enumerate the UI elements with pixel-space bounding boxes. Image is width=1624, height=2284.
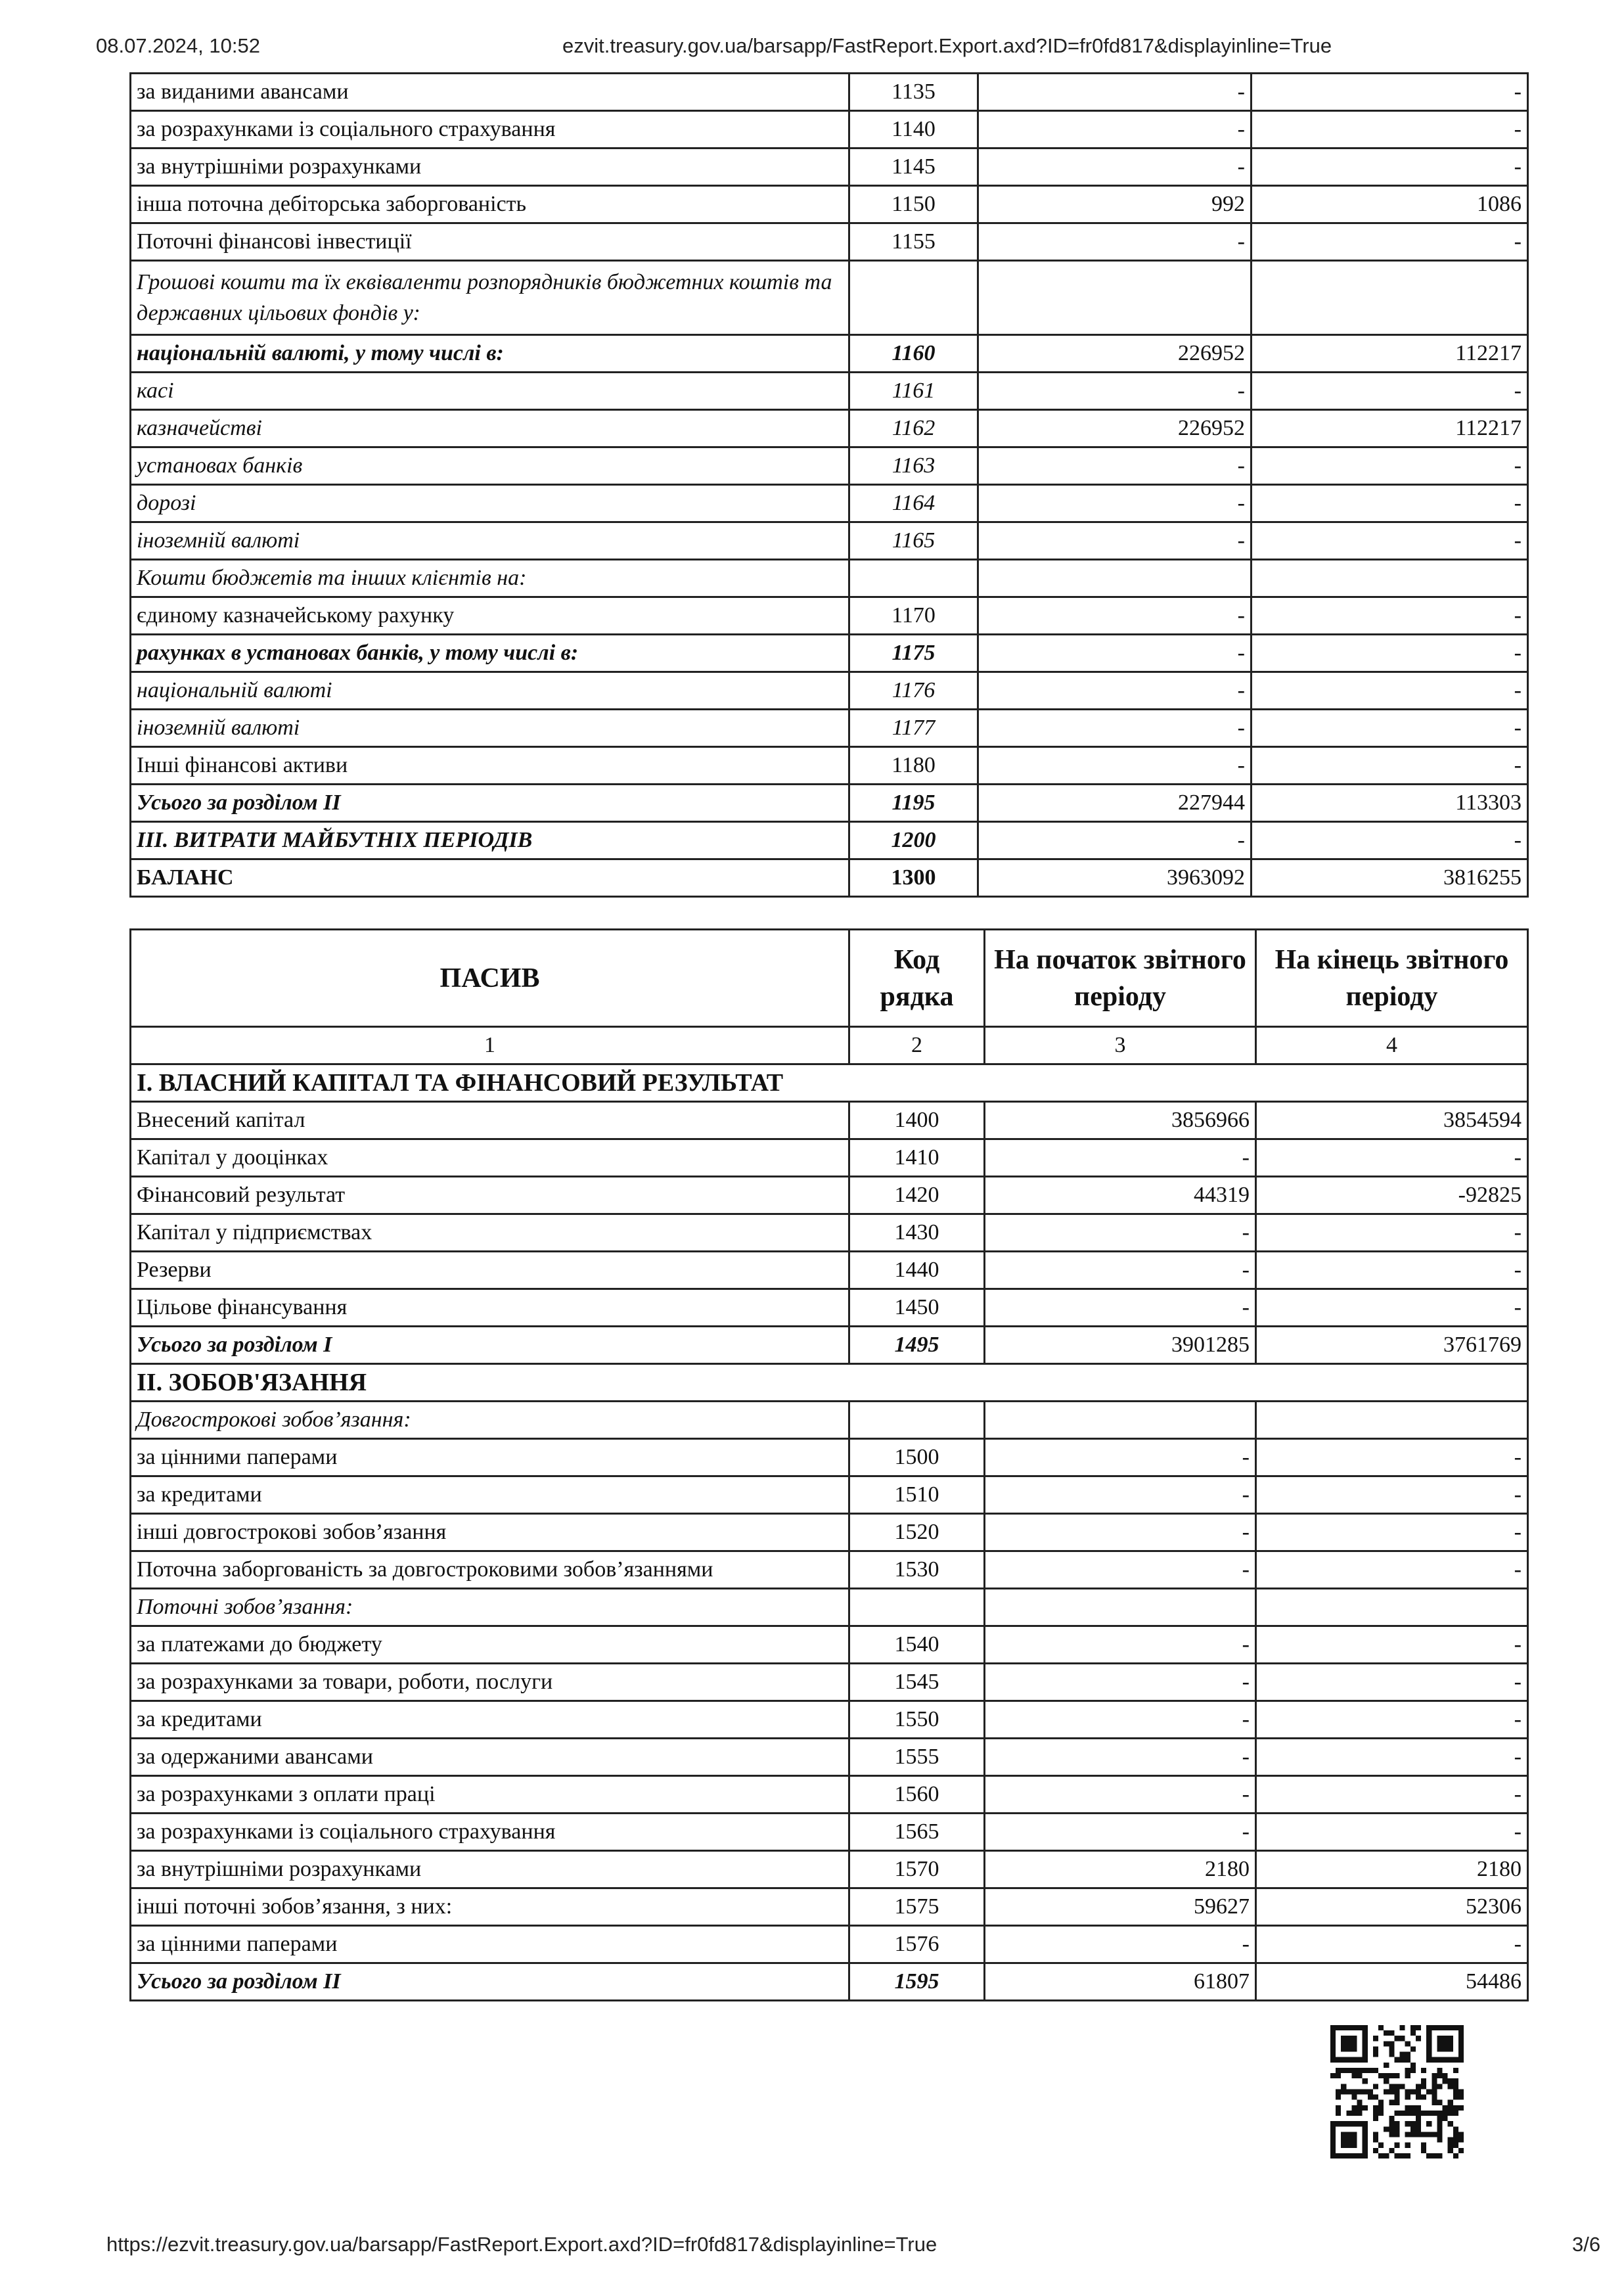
table-row [131,1888,1528,1926]
period-start-value: - [978,522,1252,560]
period-end-value: 3816255 [1252,859,1528,897]
period-start-value: - [985,1252,1256,1289]
table-row [131,710,1528,747]
period-end-value [1252,560,1528,597]
row-label: дорозі [131,485,849,522]
period-start-value: - [978,597,1252,635]
row-code [849,261,978,335]
period-end-value: - [1252,635,1528,672]
period-start-value: - [978,485,1252,522]
period-end-value: 113303 [1252,785,1528,822]
row-code: 1163 [849,447,978,485]
period-end-value: 54486 [1256,1963,1528,2001]
period-end-value: - [1252,74,1528,111]
row-code: 1400 [849,1102,985,1139]
row-label: ІІІ. ВИТРАТИ МАЙБУТНІХ ПЕРІОДІВ [131,822,849,859]
period-start-value: - [985,1439,1256,1476]
row-label: інші поточні зобов’язання, з них: [131,1888,849,1926]
period-end-value: 3761769 [1256,1327,1528,1364]
table-row [131,635,1528,672]
period-start-value: - [985,1814,1256,1851]
column-number: 3 [985,1027,1256,1064]
row-code: 1164 [849,485,978,522]
period-end-value: 112217 [1252,410,1528,447]
period-end-value [1256,1589,1528,1626]
liabilities-table [129,928,1529,2001]
table-row [131,111,1528,148]
row-label: Довгострокові зобов’язання: [131,1402,849,1439]
table-row [131,485,1528,522]
period-start-value: - [985,1701,1256,1739]
period-end-value: - [1256,1514,1528,1551]
column-number: 2 [849,1027,985,1064]
table-row [131,822,1528,859]
row-code: 1430 [849,1214,985,1252]
period-start-value: 226952 [978,410,1252,447]
table-row [131,186,1528,223]
row-code: 1510 [849,1476,985,1514]
period-end-value: - [1256,1626,1528,1664]
row-code: 1495 [849,1327,985,1364]
row-label: Усього за розділом I [131,1327,849,1364]
table-row [131,148,1528,186]
row-code: 1575 [849,1888,985,1926]
row-code: 1555 [849,1739,985,1776]
period-start-value: - [985,1289,1256,1327]
table-row [131,1177,1528,1214]
table-row [131,1701,1528,1739]
row-code: 1160 [849,335,978,373]
period-start-value: - [978,710,1252,747]
period-start-value: 61807 [985,1963,1256,2001]
table-row [131,1476,1528,1514]
period-end-value: - [1256,1139,1528,1177]
table-row [131,1664,1528,1701]
row-label: єдиному казначейському рахунку [131,597,849,635]
row-label: інші довгострокові зобов’язання [131,1514,849,1551]
row-label: Інші фінансові активи [131,747,849,785]
row-label: Усього за розділом II [131,785,849,822]
period-start-value: 992 [978,186,1252,223]
period-start-value: 3856966 [985,1102,1256,1139]
row-code: 1165 [849,522,978,560]
table-row [131,597,1528,635]
period-start-value: - [985,1626,1256,1664]
page-number: 3/6 [1572,2233,1601,2256]
period-start-value: - [985,1551,1256,1589]
table-row [131,1402,1528,1439]
row-label: за внутрішніми розрахунками [131,1851,849,1888]
header-liabilities: ПАСИВ [131,930,849,1027]
row-label: за виданими авансами [131,74,849,111]
table-row [131,1252,1528,1289]
period-start-value: - [978,111,1252,148]
period-start-value: - [985,1214,1256,1252]
period-end-value: 112217 [1252,335,1528,373]
table-row [131,1589,1528,1626]
row-code: 1135 [849,74,978,111]
row-label: за розрахунками за товари, роботи, послуги [131,1664,849,1701]
row-label: Грошові кошти та їх еквіваленти розпорядників бюджетних коштів та державних цільових фондів у: [131,261,849,335]
table-row [131,1139,1528,1177]
period-start-value [985,1589,1256,1626]
period-start-value: - [978,74,1252,111]
table-row [131,261,1528,335]
period-start-value: 44319 [985,1177,1256,1214]
period-start-value: - [978,672,1252,710]
period-end-value [1256,1402,1528,1439]
row-code: 1565 [849,1814,985,1851]
period-end-value: - [1256,1926,1528,1963]
period-start-value: - [985,1739,1256,1776]
column-number: 1 [131,1027,849,1064]
row-label: за розрахунками з оплати праці [131,1776,849,1814]
row-label: за розрахунками із соціального страхування [131,1814,849,1851]
row-label: рахунках в установах банків, у тому числі в: [131,635,849,672]
table-row [131,1926,1528,1963]
period-start-value: 59627 [985,1888,1256,1926]
table-row [131,1289,1528,1327]
header-period-start: На початок звітного періоду [985,930,1256,1027]
period-start-value: - [985,1139,1256,1177]
period-start-value: - [985,1664,1256,1701]
period-start-value: - [978,447,1252,485]
period-end-value: - [1252,822,1528,859]
row-code: 1550 [849,1701,985,1739]
row-label: установах банків [131,447,849,485]
period-start-value: 226952 [978,335,1252,373]
table-row [131,1214,1528,1252]
table-row [131,335,1528,373]
row-label: Капітал у підприємствах [131,1214,849,1252]
row-code: 1595 [849,1963,985,2001]
period-end-value: - [1256,1439,1528,1476]
row-code: 1180 [849,747,978,785]
row-code: 1500 [849,1439,985,1476]
period-start-value: - [978,223,1252,261]
table-row [131,522,1528,560]
row-label: касі [131,373,849,410]
print-footer-url: https://ezvit.treasury.gov.ua/barsapp/FastReport.Export.axd?ID=fr0fd817&displayinline=True [106,2233,937,2256]
table-row [131,1514,1528,1551]
period-end-value: - [1256,1476,1528,1514]
period-end-value: - [1256,1252,1528,1289]
period-end-value: - [1252,373,1528,410]
row-code: 1300 [849,859,978,897]
section-title: II. ЗОБОВ'ЯЗАННЯ [131,1364,1528,1402]
row-label: казначействі [131,410,849,447]
period-end-value: - [1256,1551,1528,1589]
period-end-value: - [1252,485,1528,522]
period-end-value: - [1256,1776,1528,1814]
header-period-end: На кінець звітного періоду [1256,930,1528,1027]
liabilities-header-row [131,930,1528,1027]
row-label: Поточна заборгованість за довгостроковими зобов’язаннями [131,1551,849,1589]
row-code: 1420 [849,1177,985,1214]
row-code: 1200 [849,822,978,859]
period-start-value: - [978,635,1252,672]
table-row [131,1963,1528,2001]
row-label: Внесений капітал [131,1102,849,1139]
row-code [849,1402,985,1439]
row-code: 1450 [849,1289,985,1327]
table-row [131,373,1528,410]
row-label: іноземній валюті [131,710,849,747]
row-code: 1162 [849,410,978,447]
row-label: Поточні фінансові інвестиції [131,223,849,261]
period-start-value: 3901285 [985,1327,1256,1364]
row-label: за внутрішніми розрахунками [131,148,849,186]
row-code: 1195 [849,785,978,822]
period-start-value: - [978,373,1252,410]
period-end-value: - [1252,747,1528,785]
row-code: 1530 [849,1551,985,1589]
table-row [131,74,1528,111]
table-row [131,223,1528,261]
assets-continuation-table [129,72,1529,898]
row-code: 1175 [849,635,978,672]
period-end-value: - [1256,1214,1528,1252]
table-row [131,1327,1528,1364]
period-end-value: - [1256,1664,1528,1701]
period-end-value: - [1252,223,1528,261]
section-row [131,1064,1528,1102]
period-end-value: - [1252,148,1528,186]
row-label: Фінансовий результат [131,1177,849,1214]
column-number-row [131,1027,1528,1064]
table-row [131,447,1528,485]
row-label: за одержаними авансами [131,1739,849,1776]
period-start-value [978,560,1252,597]
section-title: I. ВЛАСНИЙ КАПІТАЛ ТА ФІНАНСОВИЙ РЕЗУЛЬТАТ [131,1064,1528,1102]
row-code [849,560,978,597]
row-label: Усього за розділом II [131,1963,849,2001]
table-row [131,560,1528,597]
row-label: за цінними паперами [131,1926,849,1963]
row-label: інша поточна дебіторська заборгованість [131,186,849,223]
row-code: 1176 [849,672,978,710]
row-code: 1440 [849,1252,985,1289]
period-start-value: 3963092 [978,859,1252,897]
section-row [131,1364,1528,1402]
row-label: Резерви [131,1252,849,1289]
period-end-value: 3854594 [1256,1102,1528,1139]
table-row [131,1851,1528,1888]
row-code: 1570 [849,1851,985,1888]
period-start-value: - [978,822,1252,859]
table-row [131,1439,1528,1476]
row-code [849,1589,985,1626]
period-end-value: - [1256,1289,1528,1327]
period-start-value [978,261,1252,335]
row-code: 1540 [849,1626,985,1664]
row-code: 1560 [849,1776,985,1814]
row-code: 1520 [849,1514,985,1551]
period-end-value: 52306 [1256,1888,1528,1926]
table-row [131,672,1528,710]
row-label: Кошти бюджетів та інших клієнтів на: [131,560,849,597]
period-end-value: - [1252,447,1528,485]
row-label: іноземній валюті [131,522,849,560]
period-end-value: - [1252,522,1528,560]
period-end-value: - [1256,1701,1528,1739]
qr-code-icon [1330,2025,1464,2158]
period-start-value: - [978,747,1252,785]
table-row [131,1102,1528,1139]
table-row [131,1739,1528,1776]
period-end-value: - [1252,672,1528,710]
table-row [131,1776,1528,1814]
row-label: за кредитами [131,1476,849,1514]
row-code: 1545 [849,1664,985,1701]
table-row [131,859,1528,897]
row-code: 1145 [849,148,978,186]
period-end-value: -92825 [1256,1177,1528,1214]
row-label: Поточні зобов’язання: [131,1589,849,1626]
row-label: Цільове фінансування [131,1289,849,1327]
table-row [131,410,1528,447]
table-row [131,1551,1528,1589]
row-code: 1140 [849,111,978,148]
row-label: національній валюті [131,672,849,710]
column-number: 4 [1256,1027,1528,1064]
header-row-code: Код рядка [849,930,985,1027]
row-label: за кредитами [131,1701,849,1739]
period-start-value: 227944 [978,785,1252,822]
period-end-value: 2180 [1256,1851,1528,1888]
table-row [131,1814,1528,1851]
row-code: 1576 [849,1926,985,1963]
table-row [131,747,1528,785]
period-start-value: - [985,1926,1256,1963]
period-start-value: - [985,1776,1256,1814]
row-label: за платежами до бюджету [131,1626,849,1664]
row-code: 1170 [849,597,978,635]
row-code: 1150 [849,186,978,223]
row-code: 1177 [849,710,978,747]
row-label: національній валюті, у тому числі в: [131,335,849,373]
period-end-value: - [1256,1814,1528,1851]
table-row [131,785,1528,822]
period-end-value: - [1252,111,1528,148]
period-start-value: 2180 [985,1851,1256,1888]
period-start-value: - [978,148,1252,186]
row-label: БАЛАНС [131,859,849,897]
period-end-value: - [1256,1739,1528,1776]
period-end-value: - [1252,710,1528,747]
period-end-value [1252,261,1528,335]
print-header-url: ezvit.treasury.gov.ua/barsapp/FastReport.Export.axd?ID=fr0fd817&displayinline=True [562,34,1332,57]
table-row [131,1626,1528,1664]
row-label: Капітал у дооцінках [131,1139,849,1177]
row-code: 1410 [849,1139,985,1177]
row-label: за розрахунками із соціального страхування [131,111,849,148]
row-label: за цінними паперами [131,1439,849,1476]
print-datetime: 08.07.2024, 10:52 [96,34,260,57]
period-start-value [985,1402,1256,1439]
period-end-value: - [1252,597,1528,635]
period-start-value: - [985,1514,1256,1551]
row-code: 1155 [849,223,978,261]
period-end-value: 1086 [1252,186,1528,223]
row-code: 1161 [849,373,978,410]
period-start-value: - [985,1476,1256,1514]
